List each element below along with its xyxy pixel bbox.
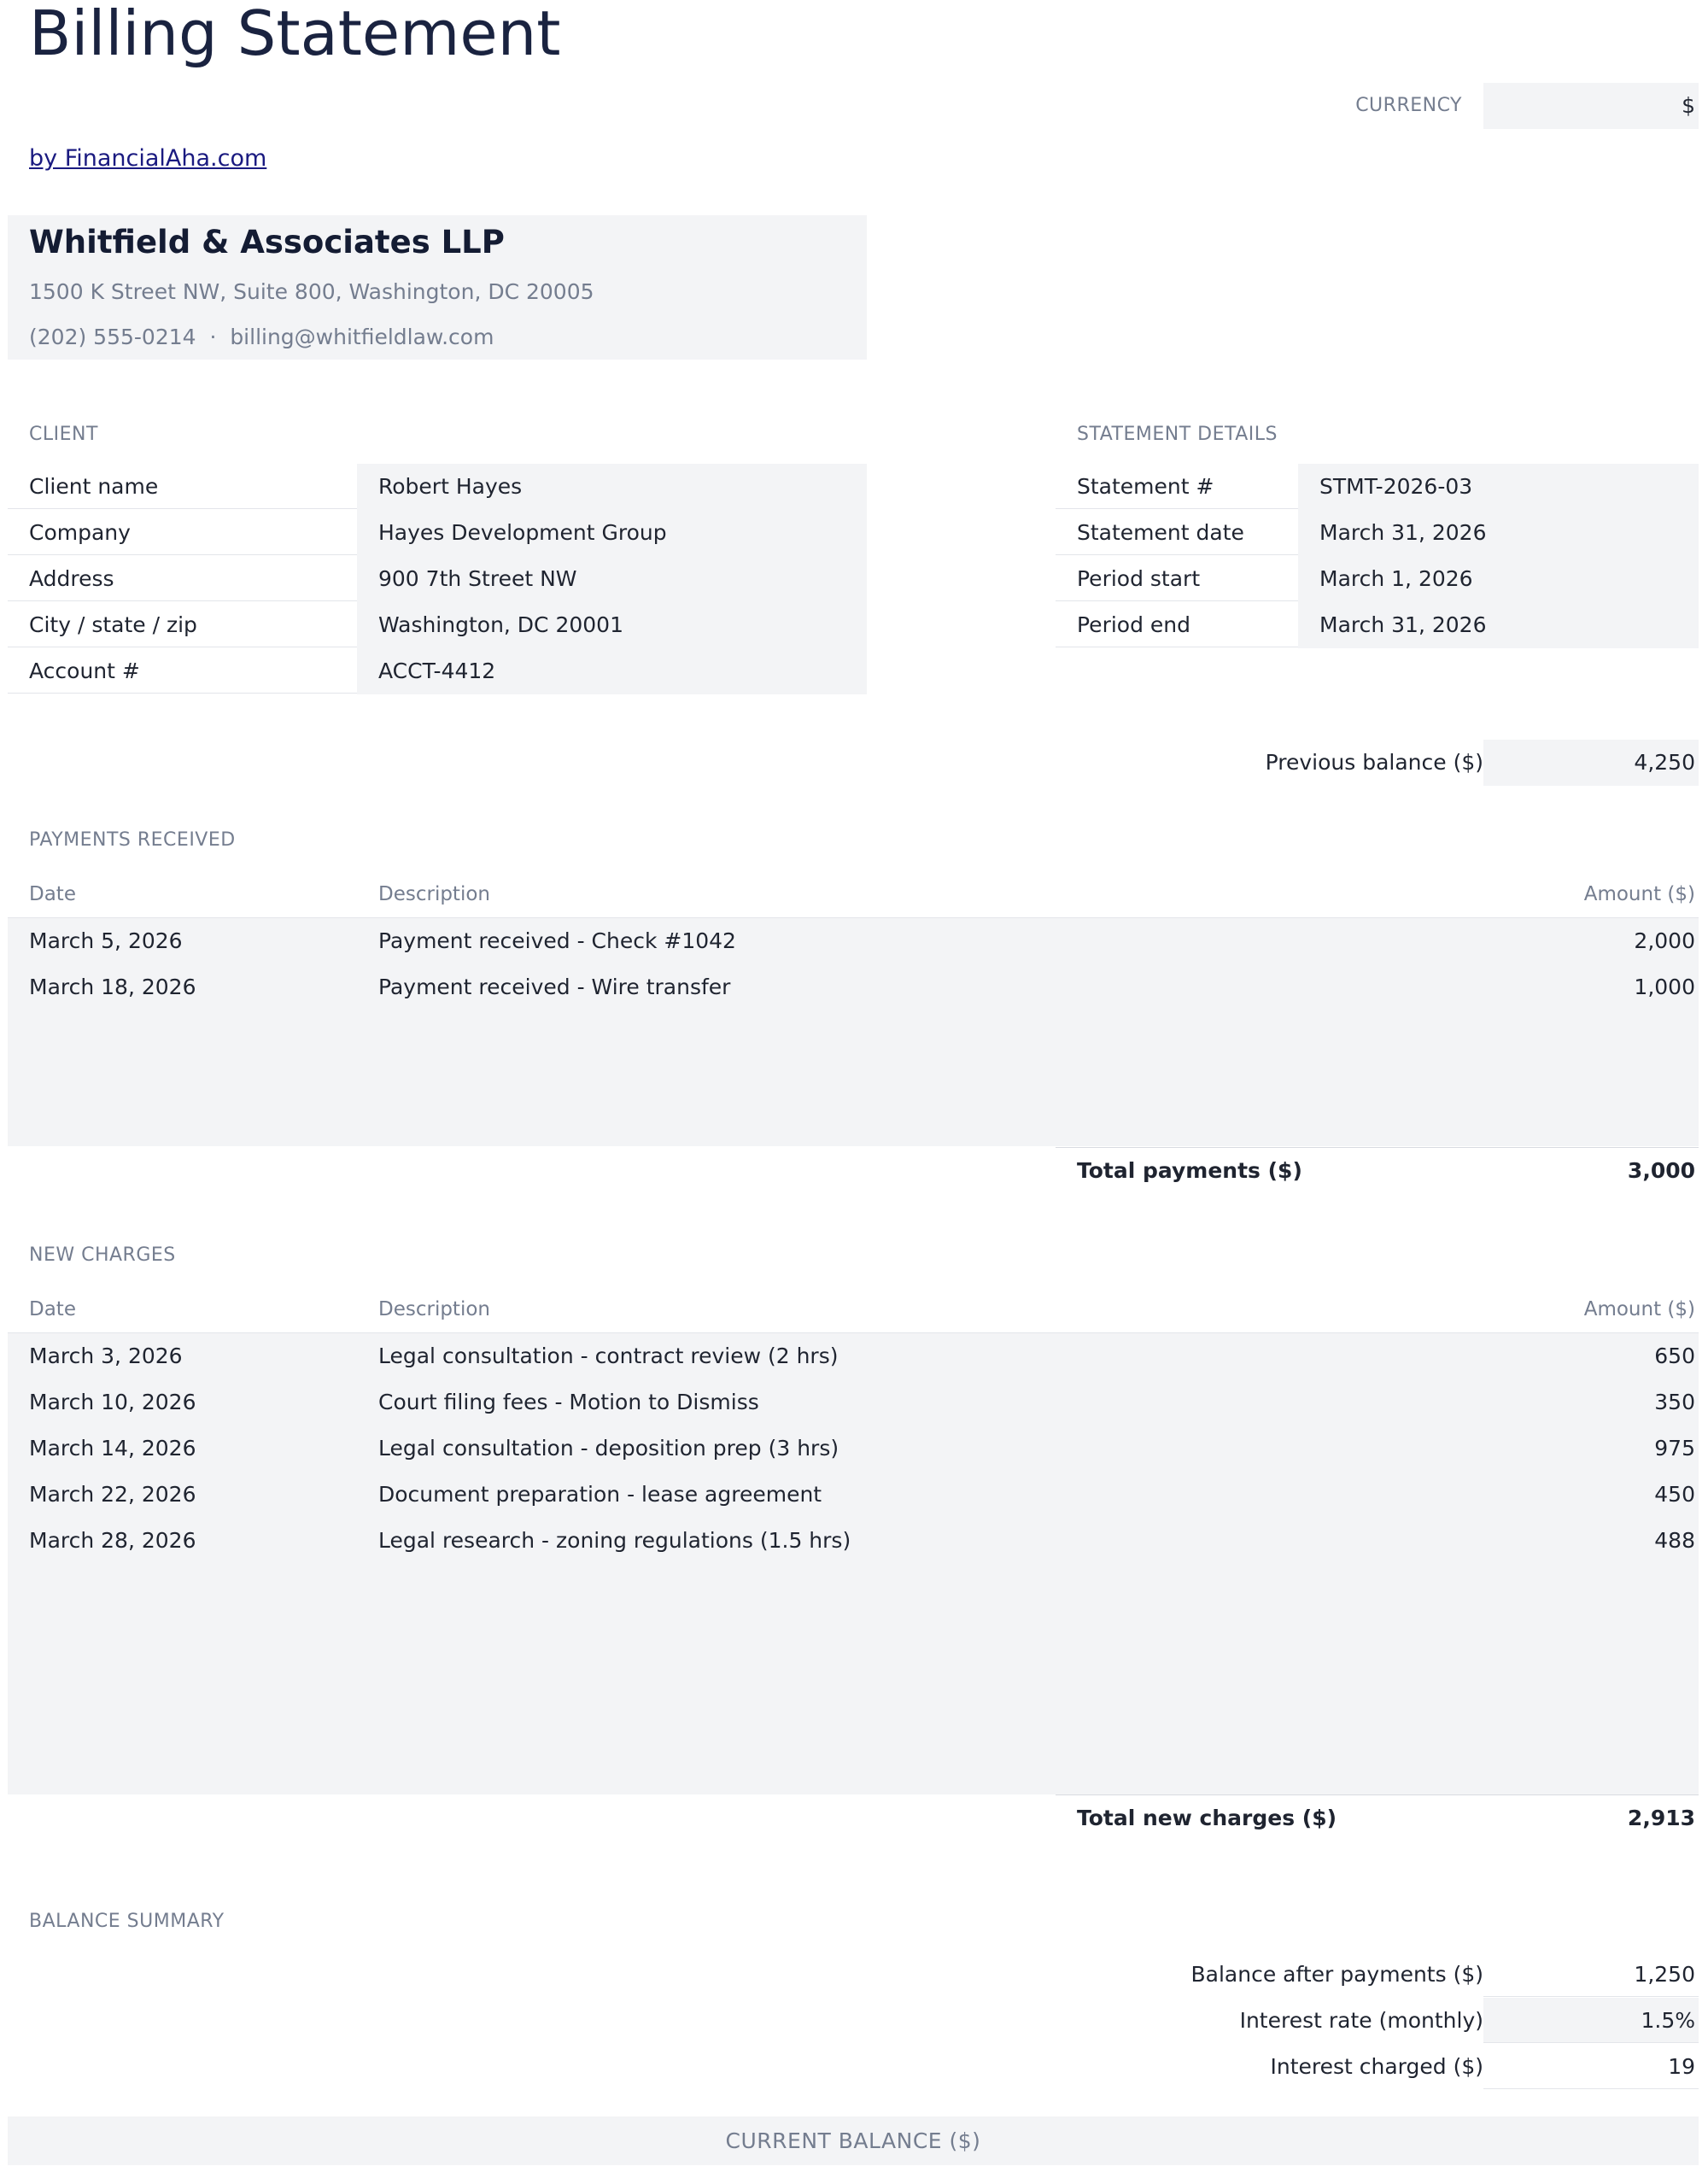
charge-row <box>8 1426 1699 1472</box>
charges-section-label: NEW CHARGES <box>29 1244 176 1266</box>
client-value-field[interactable]: ACCT-4412 <box>357 648 867 694</box>
summary-section-label: BALANCE SUMMARY <box>29 1911 225 1932</box>
statement-row <box>1056 510 1699 556</box>
summary-row <box>1056 2044 1699 2090</box>
charges-col-date: Date <box>29 1298 76 1320</box>
payment-description: Payment received - Wire transfer <box>378 975 731 999</box>
charge-date: March 28, 2026 <box>29 1528 196 1553</box>
page-title: Billing Statement <box>29 0 561 69</box>
client-label: Account # <box>8 648 357 694</box>
charge-amount: 450 <box>1654 1482 1695 1507</box>
summary-row <box>1056 1998 1699 2044</box>
charges-table-body <box>8 1333 1699 1794</box>
previous-balance-value: 4,250 <box>1634 750 1695 775</box>
financialaha-link[interactable]: by FinancialAha.com <box>29 145 267 172</box>
charges-total-value: 2,913 <box>1627 1806 1695 1830</box>
statement-value-field[interactable]: STMT-2026-03 <box>1298 464 1699 510</box>
payments-col-amount: Amount ($) <box>1583 883 1695 905</box>
charge-row <box>8 1472 1699 1518</box>
payments-section-label: PAYMENTS RECEIVED <box>29 829 236 851</box>
previous-balance-input[interactable] <box>1483 740 1699 786</box>
payment-amount: 1,000 <box>1634 975 1695 999</box>
payment-amount: 2,000 <box>1634 928 1695 953</box>
charge-description: Legal consultation - deposition prep (3 hrs) <box>378 1436 839 1461</box>
firm-block <box>8 215 867 360</box>
client-row <box>8 464 867 510</box>
charges-total-label: Total new charges ($) <box>1077 1806 1337 1830</box>
charge-amount: 350 <box>1654 1390 1695 1414</box>
client-section-label: CLIENT <box>29 424 98 445</box>
charge-description: Court filing fees - Motion to Dismiss <box>378 1390 759 1414</box>
client-label: City / state / zip <box>8 602 357 647</box>
charge-description: Legal consultation - contract review (2 hrs) <box>378 1344 839 1368</box>
client-value-field[interactable]: Robert Hayes <box>357 464 867 510</box>
charge-date: March 22, 2026 <box>29 1482 196 1507</box>
client-row <box>8 602 867 648</box>
summary-row <box>1056 1952 1699 1998</box>
statement-label: Period end <box>1056 602 1298 647</box>
charge-amount: 488 <box>1654 1528 1695 1553</box>
charge-row <box>8 1518 1699 1564</box>
payments-col-date: Date <box>29 883 76 905</box>
summary-value[interactable]: 1.5% <box>1483 1998 1699 2043</box>
payments-total-value: 3,000 <box>1627 1158 1695 1183</box>
charge-date: March 10, 2026 <box>29 1390 196 1414</box>
client-row <box>8 510 867 556</box>
summary-table <box>1056 1952 1699 2090</box>
charge-amount: 650 <box>1654 1344 1695 1368</box>
charges-col-amount: Amount ($) <box>1583 1298 1695 1320</box>
currency-value: $ <box>1682 93 1695 118</box>
statement-label: Statement # <box>1056 464 1298 509</box>
currency-input[interactable] <box>1483 83 1699 129</box>
firm-email: billing@whitfieldlaw.com <box>230 325 494 349</box>
charges-col-description: Description <box>378 1298 490 1320</box>
payments-header <box>8 871 1699 918</box>
charges-header <box>8 1286 1699 1333</box>
payment-date: March 5, 2026 <box>29 928 183 953</box>
client-value-field[interactable]: Hayes Development Group <box>357 510 867 556</box>
firm-phone: (202) 555-0214 <box>29 325 196 349</box>
charge-amount: 975 <box>1654 1436 1695 1461</box>
statement-value-field[interactable]: March 31, 2026 <box>1298 602 1699 648</box>
summary-value: 19 <box>1483 2044 1699 2089</box>
statement-label: Statement date <box>1056 510 1298 555</box>
summary-label: Interest charged ($) <box>1270 2054 1483 2079</box>
client-label: Company <box>8 510 357 555</box>
summary-label: Interest rate (monthly) <box>1239 2008 1483 2033</box>
firm-contact <box>29 320 494 354</box>
payment-row <box>8 918 1699 964</box>
client-label: Address <box>8 556 357 601</box>
current-balance-bar <box>8 2116 1699 2165</box>
statement-label: Period start <box>1056 556 1298 601</box>
statement-value-field[interactable]: March 31, 2026 <box>1298 510 1699 556</box>
current-balance-label: CURRENT BALANCE ($) <box>725 2128 981 2153</box>
statement-row <box>1056 556 1699 602</box>
statement-value-field[interactable]: March 1, 2026 <box>1298 556 1699 602</box>
client-value-field[interactable]: Washington, DC 20001 <box>357 602 867 648</box>
payment-date: March 18, 2026 <box>29 975 196 999</box>
payments-total-row <box>1056 1147 1699 1194</box>
firm-address: 1500 K Street NW, Suite 800, Washington, DC 20005 <box>29 279 594 304</box>
client-row <box>8 648 867 694</box>
client-table <box>8 464 867 694</box>
previous-balance-label: Previous balance ($) <box>1265 750 1483 775</box>
client-label: Client name <box>8 464 357 509</box>
firm-name: Whitfield & Associates LLP <box>29 224 505 261</box>
charge-description: Legal research - zoning regulations (1.5 hrs) <box>378 1528 851 1553</box>
statement-row <box>1056 464 1699 510</box>
summary-value: 1,250 <box>1483 1952 1699 1997</box>
client-value-field[interactable]: 900 7th Street NW <box>357 556 867 602</box>
charge-date: March 3, 2026 <box>29 1344 183 1368</box>
payments-total-label: Total payments ($) <box>1077 1158 1302 1183</box>
payments-col-description: Description <box>378 883 490 905</box>
charge-row <box>8 1333 1699 1379</box>
statement-section-label: STATEMENT DETAILS <box>1077 424 1278 445</box>
firm-separator: · <box>209 325 217 349</box>
charges-total-row <box>1056 1794 1699 1841</box>
charge-date: March 14, 2026 <box>29 1436 196 1461</box>
payment-description: Payment received - Check #1042 <box>378 928 736 953</box>
statement-row <box>1056 602 1699 648</box>
statement-table <box>1056 464 1699 648</box>
charge-row <box>8 1379 1699 1426</box>
summary-label: Balance after payments ($) <box>1190 1962 1483 1987</box>
payment-row <box>8 964 1699 1010</box>
charge-description: Document preparation - lease agreement <box>378 1482 822 1507</box>
currency-label: CURRENCY <box>1355 95 1462 116</box>
client-row <box>8 556 867 602</box>
payments-table-body <box>8 918 1699 1146</box>
